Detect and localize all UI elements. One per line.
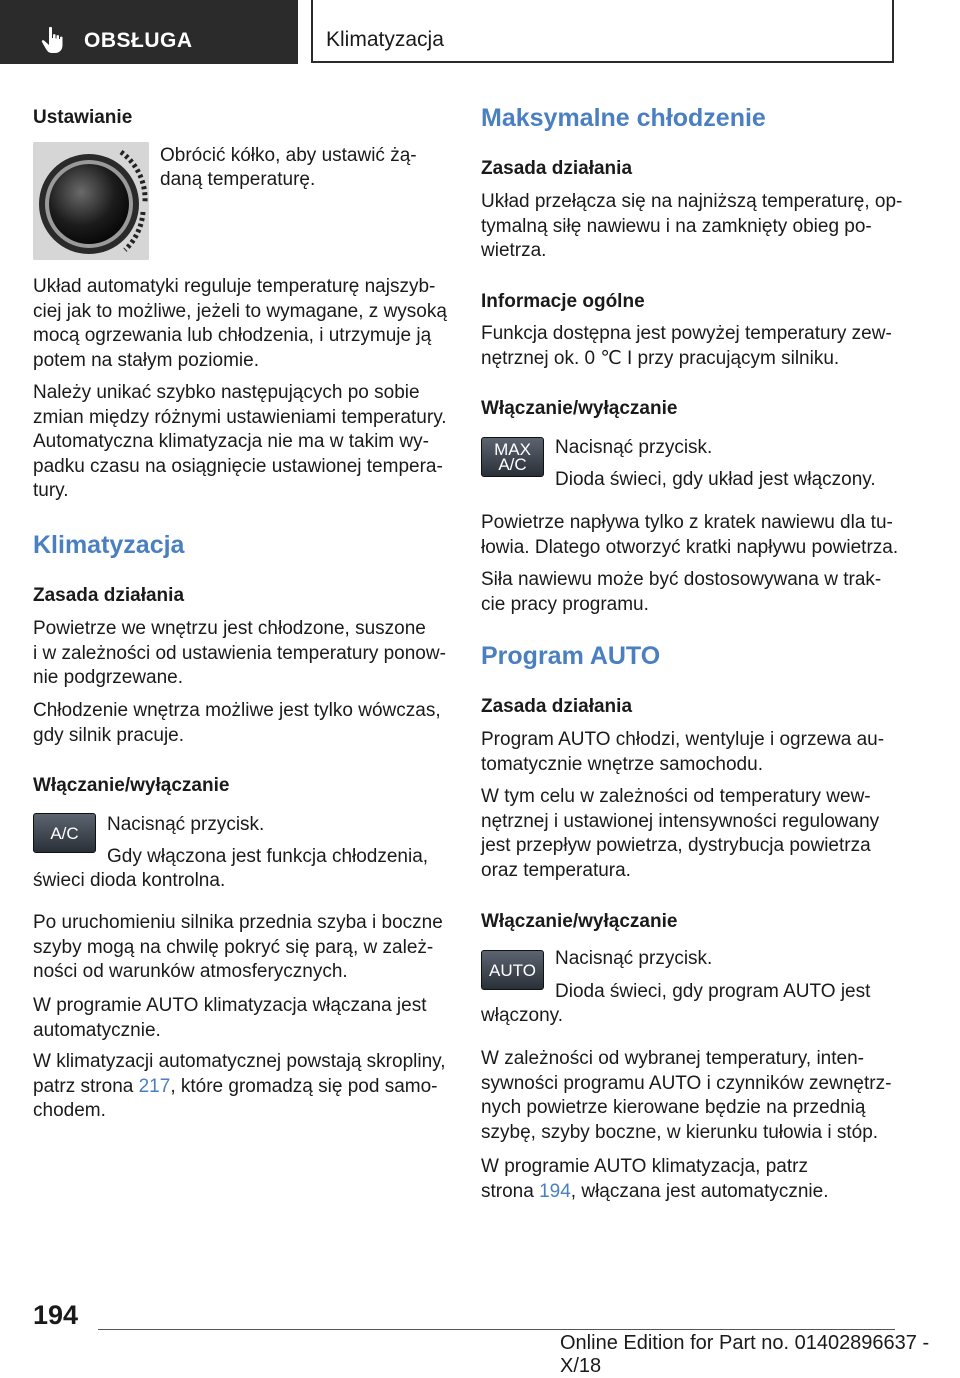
text-line: nętrznej i ustawionej intensywności regulowany <box>481 810 880 832</box>
wlaczanie-heading: Włączanie/wyłączanie <box>33 775 230 796</box>
program-auto-heading: Program AUTO <box>481 642 661 670</box>
ac-text-line3: świeci dioda kontrolna. <box>33 870 226 891</box>
ac-button-label: A/C <box>50 823 79 843</box>
text-line: tomatycznie wnętrze samochodu. <box>481 753 763 775</box>
left-paragraph-1 <box>33 275 447 373</box>
text-line: Siła nawiewu może być dostosowywana w trak- <box>481 569 882 590</box>
page-link-217[interactable]: 217 <box>138 1075 171 1097</box>
page-header <box>0 0 960 66</box>
maksymalne-chlodzenie-heading: Maksymalne chłodzenie <box>481 104 766 132</box>
section-label: OBSŁUGA <box>84 29 193 52</box>
text-line: cie pracy programu. <box>481 593 649 615</box>
text-line: ciej jak to możliwe, jeżeli to wymagane, z wysoką <box>33 300 447 322</box>
zasada-dzialania-heading: Zasada działania <box>33 585 185 606</box>
text-line: gdy silnik pracuje. <box>33 724 185 746</box>
text-segment: , które gromadzą się pod samo- <box>170 1075 438 1097</box>
max-ac-button-labels <box>494 442 531 472</box>
text-line <box>481 1180 828 1205</box>
left-paragraph-6 <box>33 994 427 1043</box>
auto-button-image <box>481 950 544 990</box>
ac-button-image <box>33 813 96 853</box>
text-line: Funkcja dostępna jest powyżej temperatury zew- <box>481 323 892 344</box>
text-line: W programie AUTO klimatyzacja włączana jest <box>33 995 427 1016</box>
text-segment: patrz strona <box>33 1075 139 1097</box>
text-line: potem na stałym poziomie. <box>33 349 259 371</box>
max-ac-button-line2: A/C <box>498 455 527 474</box>
right-paragraph-7 <box>481 1047 891 1145</box>
text-line: zmian między różnymi ustawieniami temperatury. <box>33 406 447 428</box>
text-line: Program AUTO chłodzi, wentyluje i ogrzewa au- <box>481 729 885 750</box>
text-line: szybę, szyby boczne, w kierunku tułowia i stóp. <box>481 1121 879 1143</box>
text-line: W programie AUTO klimatyzacja, patrz <box>481 1156 808 1177</box>
klimatyzacja-heading: Klimatyzacja <box>33 531 185 559</box>
ac-text-line1: Nacisnąć przycisk. <box>107 814 265 835</box>
text-segment: strona <box>481 1180 540 1202</box>
left-paragraph-2 <box>33 381 447 504</box>
right-paragraph-4 <box>481 568 881 617</box>
knob-text-line1: Obrócić kółko, aby ustawić żą- <box>160 145 417 166</box>
text-line: Powietrze we wnętrzu jest chłodzone, suszone <box>33 618 426 639</box>
max-ac-button-image <box>481 437 544 477</box>
wlaczanie-heading-2: Włączanie/wyłączanie <box>481 398 678 419</box>
text-line: automatycznie. <box>33 1019 161 1041</box>
chapter-label: Klimatyzacja <box>326 28 444 51</box>
text-line: łowia. Dlatego otworzyć kratki napływu powietrza. <box>481 536 899 558</box>
left-paragraph-4 <box>33 699 441 748</box>
page-number: 194 <box>33 1300 79 1330</box>
auto-text-line1: Nacisnąć przycisk. <box>555 948 713 969</box>
auto-text-line2: Dioda świeci, gdy program AUTO jest <box>555 981 871 1002</box>
page-link-194[interactable]: 194 <box>539 1180 571 1202</box>
max-ac-button-line1: MAX <box>494 440 531 459</box>
text-line: Po uruchomieniu silnika przednia szyba i boczne <box>33 912 443 933</box>
text-line: szyby mogą na chwilę pokryć się parą, w zależ- <box>33 936 434 958</box>
wlaczanie-heading-3: Włączanie/wyłączanie <box>481 911 678 932</box>
knob-text-line2: daną temperaturę. <box>160 169 316 190</box>
text-line: ności od warunków atmosferycznych. <box>33 961 348 982</box>
text-line: wietrza. <box>481 240 547 261</box>
text-line: tury. <box>33 480 69 501</box>
right-paragraph-2 <box>481 322 892 371</box>
text-line: Chłodzenie wnętrza możliwe jest tylko wówczas, <box>33 700 441 721</box>
text-line: jest przepływ powietrza, dystrybucja powietrza <box>481 835 871 856</box>
text-segment: , włączana jest automatycznie. <box>570 1180 829 1202</box>
text-line: W klimatyzacji automatycznej powstają skropliny, <box>33 1051 446 1072</box>
text-line: Układ automatyki reguluje temperaturę najszyb- <box>33 276 436 297</box>
max-text-line2: Dioda świeci, gdy układ jest włączony. <box>555 469 876 490</box>
text-line: sywności programu AUTO i czynników zewnętrz- <box>481 1072 892 1094</box>
text-line: W tym celu w zależności od temperatury wew- <box>481 786 871 807</box>
left-paragraph-3 <box>33 617 446 691</box>
right-paragraph-1 <box>481 190 902 264</box>
right-paragraph-3 <box>481 511 898 560</box>
text-line: Powietrze napływa tylko z kratek nawiewu dla tu- <box>481 512 893 533</box>
chapter-tab <box>311 0 894 63</box>
auto-text-line3: włączony. <box>481 1005 564 1026</box>
edition-text: Online Edition for Part no. 01402896637 - X/18 <box>560 1332 930 1377</box>
zasada-dzialania-heading-2: Zasada działania <box>481 158 633 179</box>
ac-text-line2: Gdy włączona jest funkcja chłodzenia, <box>107 846 429 867</box>
text-line: nych powietrze kierowane będzie na przednią <box>481 1097 866 1118</box>
right-paragraph-5 <box>481 728 884 777</box>
text-line: mocą ogrzewania lub chłodzenia, i utrzymuje ją <box>33 325 432 346</box>
hand-pointer-icon <box>40 26 66 54</box>
text-line: oraz temperatura. <box>481 859 631 881</box>
text-line: nie podgrzewane. <box>33 667 183 688</box>
footer-divider <box>98 1329 895 1330</box>
text-line: W zależności od wybranej temperatury, inten- <box>481 1048 864 1069</box>
right-paragraph-8 <box>481 1155 828 1204</box>
max-text-line1: Nacisnąć przycisk. <box>555 437 713 458</box>
zasada-dzialania-heading-3: Zasada działania <box>481 696 633 717</box>
text-line: chodem. <box>33 1100 106 1121</box>
text-line: nętrznej ok. 0 ℃ I przy pracującym silniku. <box>481 347 840 369</box>
text-line: tymalną siłę nawiewu i na zamknięty obieg po- <box>481 215 872 237</box>
auto-button-label: AUTO <box>489 960 536 980</box>
section-tab <box>0 0 298 64</box>
text-line: i w zależności od ustawienia temperatury ponow- <box>33 642 446 664</box>
text-line <box>33 1075 446 1100</box>
text-line: Należy unikać szybko następujących po sobie <box>33 382 420 403</box>
text-line: Układ przełącza się na najniższą temperaturę, op- <box>481 191 903 212</box>
temperature-knob-icon <box>33 142 149 260</box>
temperature-knob-image <box>33 142 149 260</box>
text-line: padku czasu na osiągnięcie ustawionej tempera- <box>33 455 443 477</box>
left-paragraph-5 <box>33 911 443 985</box>
right-paragraph-6 <box>481 785 879 883</box>
ustawianie-heading: Ustawianie <box>33 107 133 128</box>
text-line: Automatyczna klimatyzacja nie ma w takim wy- <box>33 431 429 452</box>
informacje-ogolne-heading: Informacje ogólne <box>481 291 645 312</box>
left-paragraph-7 <box>33 1050 446 1124</box>
